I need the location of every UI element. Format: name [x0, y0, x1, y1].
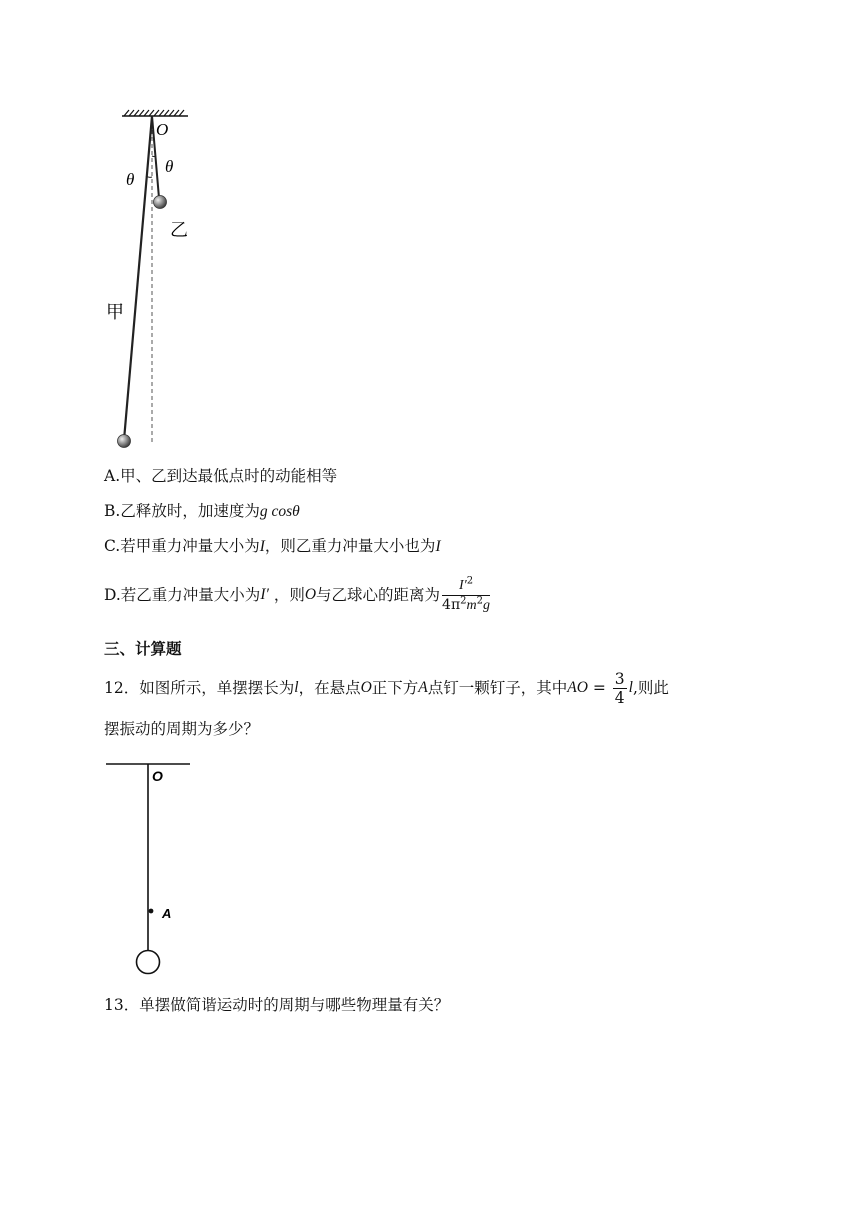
ceiling-hatch — [122, 110, 188, 116]
ball-yi-label: 乙 — [170, 220, 188, 241]
distance-formula: $\frac{I'^2}{4\pi^2m^2g}$ — [442, 574, 491, 613]
angle-label-right: θ — [165, 157, 174, 176]
pendulum-jia-string — [124, 116, 152, 440]
option-b: B.乙释放时，加速度为g cosθ — [104, 502, 300, 520]
ball-jia — [118, 435, 131, 448]
question-12-line2: 摆振动的周期为多少？ — [104, 720, 260, 738]
option-d: D.若乙重力冲量大小为 I′ ，则 O 与乙球心的距离为 $\frac{I'^2}{4\pi^2m^2g}$ — [104, 574, 491, 613]
ao-fraction: $\frac{3}{4}$ — [614, 669, 625, 707]
option-b-expression: g cosθ — [259, 503, 300, 520]
option-a: A.甲、乙到达最低点时的动能相等 — [104, 467, 338, 485]
pivot-label: O — [156, 120, 169, 139]
pendulum-figure — [100, 100, 220, 460]
angle-label-left: θ — [126, 170, 135, 189]
ball-jia-label: 甲 — [106, 302, 124, 323]
section-title: 三、计算题 — [104, 640, 182, 658]
question-12-line1: 12． 如图所示，单摆摆长为 l ，在悬点 O 正下方 A 点钉一颗钉子，其中 AO = $\frac{3}{4}$ l ,则此 — [104, 669, 669, 707]
nail-pendulum-figure — [100, 756, 200, 978]
option-c: C.若甲重力冲量大小为I，则乙重力冲量大小也为I — [104, 537, 441, 555]
pivot-label: O — [152, 768, 163, 784]
nail-dot — [149, 909, 154, 914]
pendulum-bob — [137, 951, 160, 974]
question-13: 13．单摆做简谐运动时的周期与哪些物理量有关？ — [104, 996, 450, 1014]
ball-yi — [154, 196, 167, 209]
angle-arc-right — [152, 156, 156, 157]
nail-label: A — [162, 906, 172, 921]
